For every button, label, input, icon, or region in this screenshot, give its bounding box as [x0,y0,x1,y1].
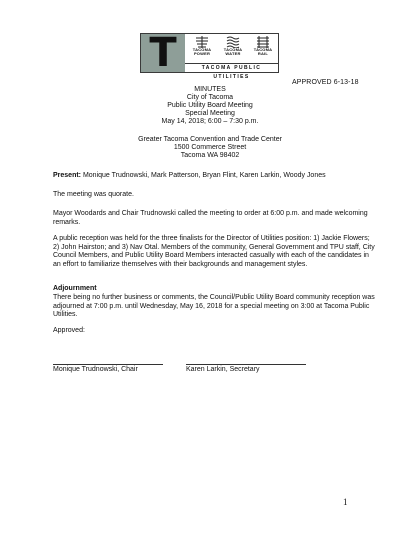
logo-unit-rail [248,36,278,62]
page-number: 1 [343,497,348,507]
logo-letter: T [149,30,177,76]
meeting-location [0,136,420,160]
logo-unit-power-label: TACOMA POWER [192,47,212,56]
logo-tagline: TACOMA PUBLIC UTILITIES [185,63,278,73]
logo-unit-water [218,36,248,62]
present-names: Monique Trudnowski, Mark Patterson, Bryan Flint, Karen Larkin, Woody Jones [81,172,326,179]
meeting-date: May 14, 2018; 6:00 – 7:30 p.m. [161,118,259,125]
venue-city: Tacoma WA 98402 [180,152,240,159]
adjournment-heading: Adjournment [53,285,97,292]
reception-paragraph: A public reception was held for the three finalists for the Director of Utilities position: 1) Jackie Flowers; 2) John Hairston; and 3) Nav Otal. Members of the community, General Government and TPU staff, City Council Members, and Public Utility Board Members interacted casually with each of the candidates in an effort to familiarize themselves with their backgrounds and management styles. [53,235,375,268]
chair-signature-label: Monique Trudnowski, Chair [53,366,138,373]
secretary-signature-line [186,364,306,365]
logo-unit-water-label: TACOMA WATER [223,47,243,56]
venue-name: Greater Tacoma Convention and Trade Center [138,136,282,143]
secretary-signature-label: Karen Larkin, Secretary [186,366,260,373]
minutes-header [0,86,420,126]
logo-units [187,36,278,62]
adjournment-paragraph: There being no further business or comments, the Council/Public Utility Board community reception was adjourned at 7:00 p.m. until Wednesday, May 16, 2018 for a special meeting on 3:00 at Tacoma Public Utilities. [53,294,375,319]
meeting-type: Special Meeting [185,110,235,117]
logo-t-block [141,30,185,76]
board-name: Public Utility Board Meeting [167,102,253,109]
approved-label: Approved: [53,327,85,334]
logo-unit-rail-label: TACOMA RAIL [253,47,273,56]
minutes-title: MINUTES [194,86,226,93]
logo-unit-power [187,36,217,62]
tacoma-public-utilities-logo [140,30,279,80]
chair-signature-line [53,364,163,365]
approval-stamp-text: APPROVED 6-13-18 [292,79,359,86]
organization-name: City of Tacoma [186,94,234,101]
present-label: Present: [53,172,82,179]
present-line [53,172,375,181]
quorum-statement: The meeting was quorate. [53,191,134,198]
call-to-order-paragraph: Mayor Woodards and Chair Trudnowski called the meeting to order at 6:00 p.m. and made welcoming remarks. [53,210,368,226]
venue-street: 1500 Commerce Street [173,144,247,151]
